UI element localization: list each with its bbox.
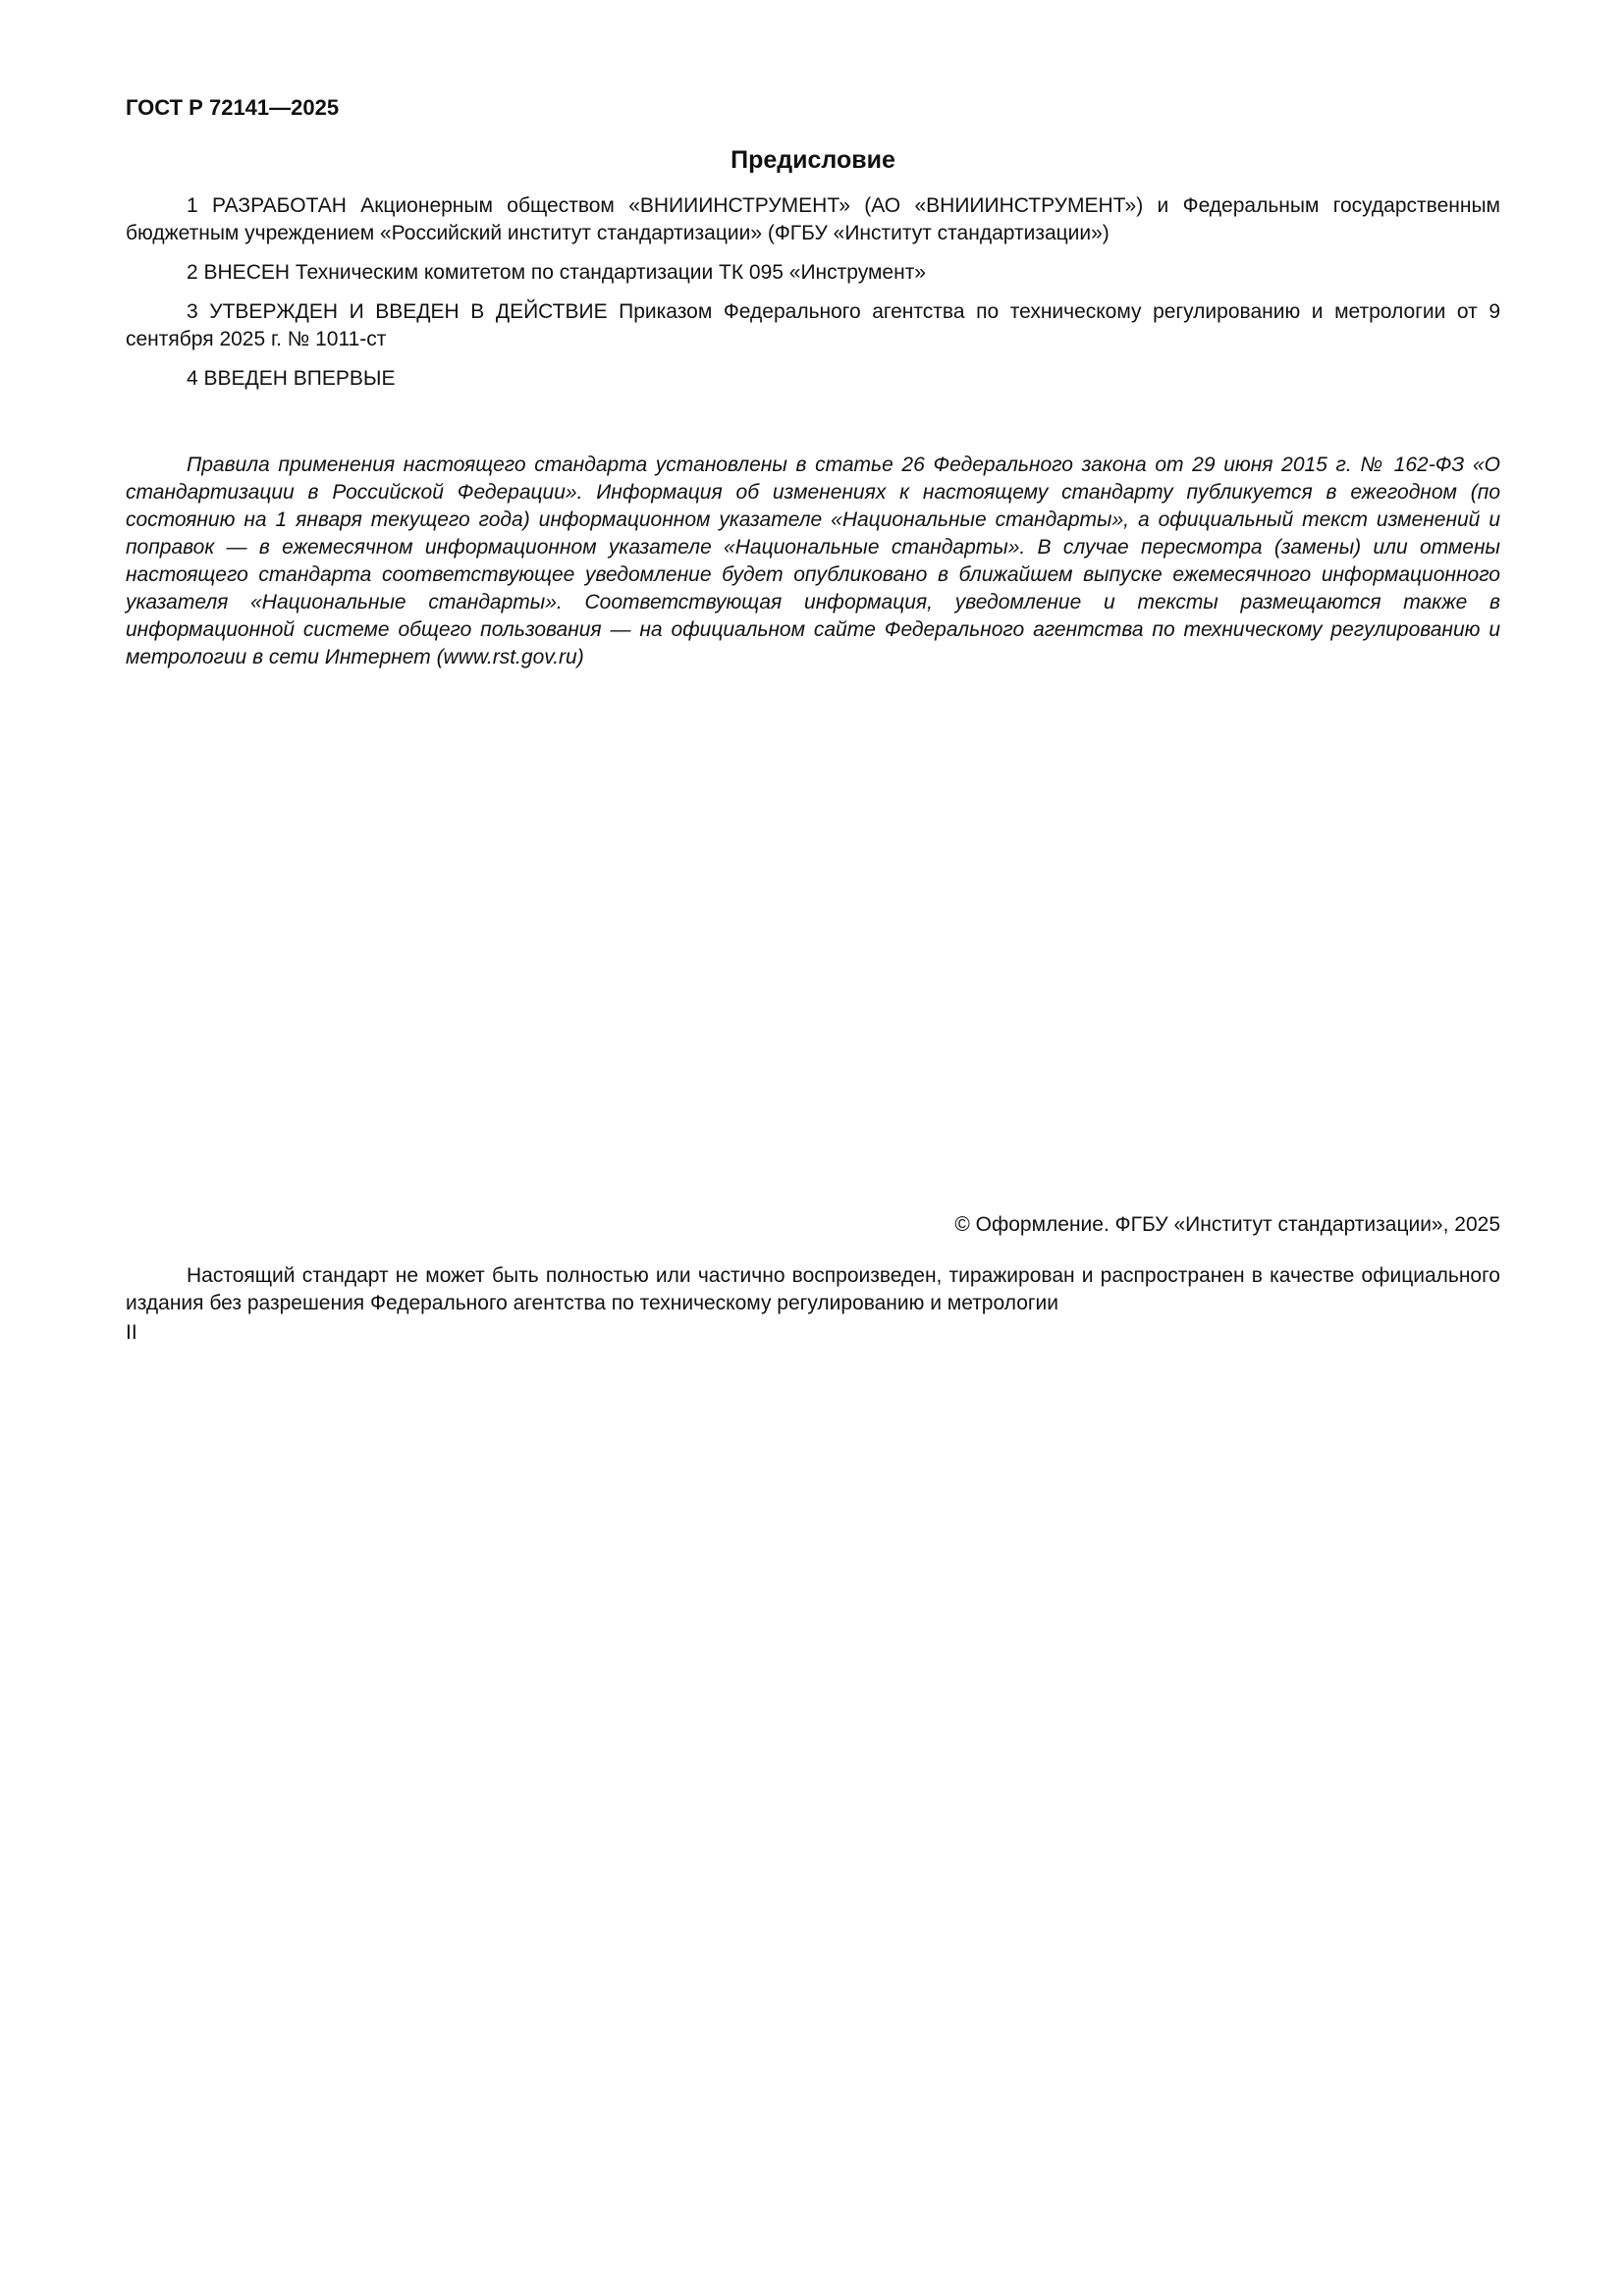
application-rules-note: Правила применения настоящего стандарта установлены в статье 26 Федерального закона от 29 июня 2015 г. № 162-ФЗ «О стандартизации в Российской Федерации». Информация об изменениях к настоящему стандарту публикуется в ежегодном (по состоянию на 1 января текущего года) информационном указателе «Национальные стандарты», а официальный текст изменений и поправок — в ежемесячном информационном указателе «Национальные стандарты». В случае пересмотра (замены) или отмены настоящего стандарта соответствующее уведомление будет опубликовано в ближайшем выпуске ежемесячного информационного указателя «Национальные стандарты». Соответствующая информация, уведомление и тексты размещаются также в информационной системе общего пользования — на официальном сайте Федерального агентства по техническому регулированию и метрологии в сети Интернет (www.rst.gov.ru) (126, 454, 1500, 668)
page-content (126, 0, 1500, 1347)
foreword-item-submitted: 2 ВНЕСЕН Техническим комитетом по стандартизации ТК 095 «Инструмент» (187, 261, 926, 284)
doc-code: ГОСТ Р 72141—2025 (126, 95, 340, 120)
foreword-item-approved: 3 УТВЕРЖДЕН И ВВЕДЕН В ДЕЙСТВИЕ Приказом Федерального агентства по техническому регулированию и метрологии от 9 сентября 2025 г. № 1011-ст (126, 300, 1500, 350)
foreword-item-developed: 1 РАЗРАБОТАН Акционерным обществом «ВНИИИНСТРУМЕНТ» (АО «ВНИИИНСТРУМЕНТ») и Федеральным государственным бюджетным учреждением «Российский институт стандартизации» (ФГБУ «Институт стандартизации») (126, 194, 1500, 244)
foreword-title: Предисловие (731, 146, 895, 174)
foreword-item-introduced: 4 ВВЕДЕН ВПЕРВЫЕ (187, 367, 396, 390)
reproduction-restriction-note: Настоящий стандарт не может быть полностью или частично воспроизведен, тиражирован и распространен в качестве официального издания без разрешения Федерального агентства по техническому регулированию и метрологии (126, 1264, 1500, 1314)
copyright-line: © Оформление. ФГБУ «Институт стандартизации», 2025 (954, 1213, 1500, 1236)
page-number: II (126, 1321, 137, 1344)
